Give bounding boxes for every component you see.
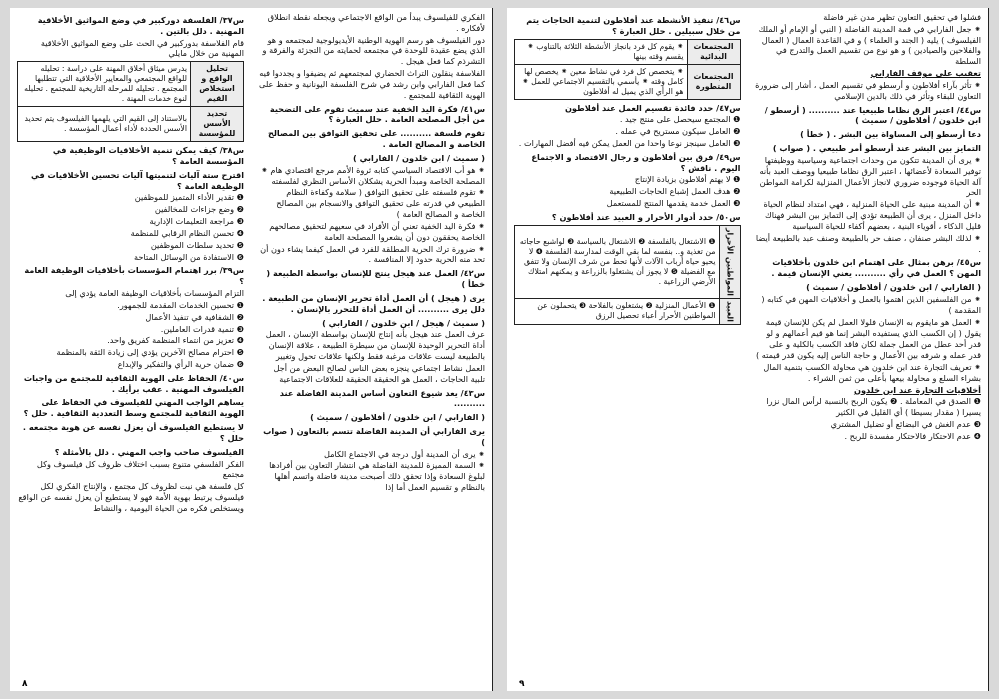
question-text: س٤٥/ برهن بمثال على اهتمام ابن خلدون بأخلاقيات المهن ؟ العمل في رأي .......... يعني الإنسان قيمة . [771,257,981,279]
right-page-column-1 [507,8,748,691]
answer-text: ⁕ جعل الفارابي في قمة المدينة الفاضلة ( النبي أو الإمام أو الملك الفيلسوف ) يليه ( الجند و العلماء ) و في القاعدة العمال ( العمال والفلاحين والصيادين ) و هو نوع من تقسيم العمل والتدرج في السلطة [758,23,981,67]
answer-text: دور الفيلسوف هو رسم الهوية الوطنية الأيديولوجية لمجتمعه و هو الذي يضع عقيدة للوحدة في مجتمعه لحمايته من التجزئة والفرقة و التشرذم كما فعل هيجل . [262,34,485,67]
question-text: س٤٢/ العمل عند هيجل ينتج للإنسان بواسطة الطبيعة ( خطأ ) [266,268,485,290]
question-text: س٣٩/ برر اهتمام المؤسسات بأخلاقيات الوظيفة العامة ؟ [24,265,244,287]
question-text: ( الفارابي / ابن خلدون / أفلاطون / سميث ) [806,282,981,293]
answer-text: ⁕ لذلك البشر صنفان ، صنف حر بالطبيعة وصنف عبد بالطبيعة أيضا . [755,232,981,254]
left-page-column-2 [251,8,493,691]
answer-text: ❸ مراجعة التعليمات الإدارية [149,216,244,227]
answer-text: ❸ تنمية قدرات العاملين. [160,323,244,334]
answer-text: ❺ احترام مصالح الآخرين يؤدي إلى زيادة الثقة بالمنظمة [56,347,244,358]
table-cell: ⁕ يقوم كل فرد بانجاز الأنشطة الثلاثة بالتناوب ⁕ يقسم وقته بينها [515,39,688,64]
answer-text: ⁕ تعريف التجارة عند ابن خلدون هي محاولة الكسب بتنمية المال بشراء السلع و محاولة بيعها بأعلى من ثمن الشراء . [763,361,981,383]
answer-text: ❻ ضمان حرية الرأي والتفكير والإبداع [117,359,244,369]
section-heading: أخلاقيات التجارة عند ابن خلدون [853,384,981,395]
table-row [515,39,741,64]
answer-text: ❸ العمل خدمة يقدمها المنتج للمستعمل [606,198,741,209]
question-text: س٥٠/ حدد أدوار الأحرار و العبيد عند أفلاطون ؟ [551,211,741,222]
answer-text: قام الفلاسفة بدوركبير في الحث على وضع المواثيق الأخلاقية المهنية من خلال مايلي [40,37,244,59]
answer-text: الفلاسفة ينقلون التراث الحضاري لمجتمعهم ثم يضيفوا و يجددوا فيه كما فعل الفارابي وابن رشد في شرح الفلسفة اليونانية و حفظ على الهوية الثقافية للمجتمع . [259,68,485,100]
question-text: يرى ( هيجل ) أن العمل أداة تحرير الإنسان من الطبيعة . دلل يرى .......... أن العمل أداة للتحرر بالإنسان . [262,292,485,314]
answer-text: الفكر الفلسفي متنوع بسبب اختلاف ظروف كل فيلسوف وكل مجتمع [36,458,244,480]
table-row [18,62,244,107]
page-number: ٩ [519,679,525,689]
answer-text: ⁕ تقوم فلسفته على تحقيق التوافق ( سلامة وكفاءة النظام الطبيعي في قدرته على تحقيق التوافق والانسجام بين المصالح الخاصة و المصالح العامة ) [276,187,485,220]
question-text: س٤٧/ حدد فائدة تقسيم العمل عند أفلاطون [564,102,741,113]
answer-text: ❶ لا يهتم أفلاطون بزيادة الإنتاج [634,174,741,185]
question-text: دعا أرسطو إلى المساواة بين البشر . ( خطأ ) [800,129,981,140]
answer-text: ❹ تحسن النظام الرقابي للمنظمة [130,227,244,238]
right-page [507,8,989,691]
info-table [17,61,244,142]
answer-text: ⁕ تأثر بآراء أفلاطون و أرسطو في تقسيم العمل ، أشار إلى ضرورة التعاون للبقاء وتأثر في ذلك بالدين الإسلامي [755,79,981,101]
question-text: ( الفارابي / ابن خلدون / أفلاطون / سميث ) [310,412,485,423]
answer-text: التزام المؤسسات بأخلاقيات الوظيفة العامة يؤدي إلى [65,288,244,299]
answer-text: ❹ تعزيز من انتماء المنظمة كفريق واحد. [107,335,244,346]
answer-text: ❶ تقدير الأداء المتميز للموظفين [134,192,244,203]
question-text: س٤٠/ الحفاظ على الهوية الثقافية للمجتمع من واجبات الفيلسوف المهنية . عقب برأيك . [23,372,244,394]
answer-text: كل فلسفة هي نبت لظروف كل مجتمع ، والإنتاج الفكري لكل فيلسوف يرتبط بهوية الأمة فهو لا يستطيع أن يعزل نفسه عن الواقع ويستخلص فكره من الحياة اليومية ، والنشاط [18,481,244,513]
table-cell: ❶ الاشتغال بالفلسفة ❷ الاشتغال بالسياسة ❸ لواشبع حاجاته من تغذية و.. بنفسه لما بقي الوقت لمدارسة الفلسفة ❹ لا يحيو حياة أرباب الآلات لأنها تحط من شرف الإنسان ولا تتفق مع الفضيلة ❺ لا يجوز أن يشتغلوا بالزراعة و يمكنهم امتلاك الأرضي الزراعية . [515,225,720,298]
answer-text: الفكري للفيلسوف يبدأ من الواقع الاجتماعي ويجعله نقطة انطلاق لأفكاره . [267,12,485,33]
question-text: س٤٤/ اعتبر الرق نظاما طبيعيا عند .......... ( أرسطو / ابن خلدون / أفلاطون / سميث ) [764,104,981,126]
question-text: تقوم فلسفة .......... على تحقيق التوافق بين المصالح الخاصة و المصالح العامة . [267,128,485,150]
answer-text: ❷ الشفافية في تنفيذ الأعمال [145,311,244,322]
answer-text: ❺ تحديد سلطات الموظفين [150,239,244,250]
table-cell: يدرس ميثاق أخلاق المهنة على دراسة : تحليله للواقع المجتمعي والمعايير الأخلاقية التي تتطلبها المجتمع . تحليله للمرحلة التاريخية للمجتمع . تحليله لنوع خدمات المهنة . [18,62,191,107]
answer-text: ❷ هدف العمل إشباع الحاجات الطبيعية [609,186,741,197]
table-row-header: المواطنين الأحرار [719,225,740,298]
answer-text: ⁕ ضرورة ترك الحرية المطلقة للفرد في العمل كيفما يشاء دون أن تحد منه الحرية حدود إلا المنافسة . [260,243,485,265]
info-table [514,39,741,100]
question-text: ( سميث / ابن خلدون / الفارابي ) [353,152,485,163]
table-cell: بالاستناد إلى القيم التي يلهمها الفيلسوف يتم تحديد الأسس الحددة لأداء أعمال المؤسسة . [18,107,191,142]
table-row-header: تحليل الواقع و استخلاص القيم [191,62,244,107]
table-row [18,107,244,142]
answer-text: ❷ العامل سيكون مستريح في عمله . [615,126,741,137]
answer-text: ❸ العامل سينجز نوعا واحدا من العمل يمكن فيه أفضل المهارات . [518,137,741,148]
question-text: س٣٨/ كيف يمكن تنمية الأخلاقيات الوظيفية في المؤسسة العامة ؟ [52,145,244,166]
question-text: يرى الفارابي أن المدينة الفاضلة تتسم بالتعاون ( صواب ) [263,425,485,447]
table-row [515,298,741,324]
answer-text: ⁕ هو أب الاقتصاد السياسي كتابه ثروة الأمم مرجع اقتصادي هام ⁕ المصلحة الخاصة ومبدأ الحرية يشكلان الأساس النظري لفلسفته [260,164,485,186]
answer-text: ❶ تحسين الخدمات المقدمة للجمهور. [117,299,244,310]
answer-text: ❶ المجتمع سيحصل على منتج جيد . [619,114,741,125]
answer-text: ⁕ يرى أن المدينة تتكون من وحدات اجتماعية وسياسية ووظيفتها توفير السعادة لأعضائها ، اعتبر الرق نظاما طبيعيا ووصف العبد بأنه آلة الحياة فوجوده ضروري لانجاز الأعمال المنزلية لكرامة المواطن الحر [759,154,981,198]
answer-text: ⁕ فكرة اليد الخفية تعني أن الأفراد في سعيهم لتحقيق مصالحهم الخاصة يحققون دون أن يشعروا المصلحة العامة [269,220,485,242]
answer-text: ⁕ أن المدينة مبنية على الحياة المنزلية ، فهي امتداد لنظام الحياة داخل المنزل ، يرى أن الطبيعة تؤدي إلى التمايز بين البشر فهناك قليل الذكاء ، أقوياء البنية ، بعضهم أكفاء للحياة السياسية [763,199,981,231]
answer-text: العمل نشاط اجتماعي ينجزه بعض الناس لصالح البعض من أجل تلبية الحاجات ، العمل هو الحقيقة الحقيقة للعلاقات الاجتماعية [273,362,485,384]
answer-text: فشلوا في تحقيق التعاون تظهر مدن غير فاضلة [823,12,981,22]
table-row-header: المجتمعات المتطورة [687,64,740,99]
left-page [10,8,493,691]
answer-text: ⁕ من الفلسفين الذين اهتموا بالعمل و أخلاقيات المهن في كتابه ( المقدمة ) [761,293,981,315]
question-text: س٤١/ فكرة اليد الخفية عند سميث تقوم على التضحية من أجل المصلحة العامة . حلل العبارة ؟ [269,103,485,125]
table-row-header: المجتمعات البدائية [687,39,740,64]
info-table [514,225,741,325]
question-text: يساهم الواجب المهني للفيلسوف في الحفاظ على الهوية الثقافية للمجتمع وسط التعددية الثقافية . حلل ؟ [23,397,244,419]
right-page-column-2 [748,8,990,691]
answer-text: ❸ عدم الغش في البضائع أو تضليل المشتري [830,418,981,429]
answer-text: عرف العمل عند هيجل بأنه إنتاج للإنسان بواسطة الإنسان ، العمل أداة التحرير الوحيدة للإنسان من سيطرة الطبيعة ، علاقة الإنسان بالطبيعة ليست علاقات مرغبة فقط ولكنها علاقات تحول وتغيير [265,329,485,362]
table-row [515,225,741,298]
answer-text: ❶ الصدق في المعاملة . ❷ يكون الربح بالنسبة لرأس المال نزرا يسيرا ( مقدار بسيطا ) أي القليل في الكثير [766,396,981,418]
answer-text: ⁕ العمل هو مايقوم به الإنسان فلولا العمل لم يكن للإنسان قيمة [765,316,981,327]
question-text: الفيلسوف صاحب واجب المهني . دلل بالأمثلة ؟ [54,446,244,457]
question-text: ( سميث / هيجل / ابن خلدون / الفارابي ) [322,317,485,328]
answer-text: يقول ( إن الكسب الذي يستفيده البشر إنما هو قيم أعمالهم و لو قدر أحد عطل من العمل جملة لكان فاقد الكسب بالكلية و على قدر عمله و شرفه بين الأعمال و حاجة الناس إليه يكون قدر قيمته ) [755,328,981,361]
table-cell: ❶ الأعمال المنزلية ❷ يشتغلون بالفلاحة ❸ يتحملون عن المواطنين الأحرار أعباء تحصيل الرزق [515,298,720,324]
table-row-header: تحديد الأسس للمؤسسة [191,107,244,142]
table-row-header: العبيد [719,298,740,324]
answer-text: ⁕ السمة المميزة للمدينة الفاضلة هي انتشار التعاون بين أفرادها لبلوغ السعادة وإذا تحقق ذلك أصبحت مدينة فاضلة واتسم أهلها بالنظام و تقسيم العمل أما إذا [269,460,485,493]
question-text: س٣٧/ الفلسفة دوركبير في وضع المواثيق الأخلاقية المهنية . دلل بالتين . [37,15,244,36]
question-text: اقترح ستة آليات لتنميتها آليات تحسين الأخلاقيات في الوظيفة العامة ؟ [31,169,244,191]
question-text: س٤٣/ يعد شيوع التعاون أساس المدينة الفاضلة عند .......... [279,387,485,409]
page-number: ٨ [22,679,28,689]
table-row [515,64,741,99]
answer-text: ⁕ يرى أن المدينة أول درجة في الاجتماع الكامل [323,448,485,459]
answer-text: ❷ وضع جزاءات للمخالفين [154,204,244,215]
section-heading: تعقيب على موقف الفارابي [870,68,981,79]
left-page-column-1 [10,8,251,691]
table-cell: ⁕ يتخصص كل فرد في نشاط معين ⁕ يخصص لها كامل وقته ⁕ يأسمي بالتقسيم الاجتماعي للعمل ⁕ هو الرأي الذي يميل له أفلاطون [515,64,688,99]
question-text: س٤٦/ تنفيذ الأنشطة عند أفلاطون لتنمية الحاجات يتم من خلال سبيلين . حلل العبارة ؟ [526,15,741,36]
question-text: س٤٩/ فرق بين أفلاطون و رجال الاقتصاد و الاجتماع اليوم . ناقش ؟ [531,151,741,173]
answer-text: ❹ عدم الاحتكار فالاحتكار مفسدة للربح . [844,430,981,441]
answer-text: ❻ الاستفادة من الوسائل المتاحة [134,251,244,262]
question-text: لا يستطيع الفيلسوف أن يعزل نفسه عن هوية مجتمعه . حلل ؟ [22,422,244,443]
question-text: التمايز بين البشر عند أرسطو أمر طبيعي . ( صواب ) [772,143,981,154]
